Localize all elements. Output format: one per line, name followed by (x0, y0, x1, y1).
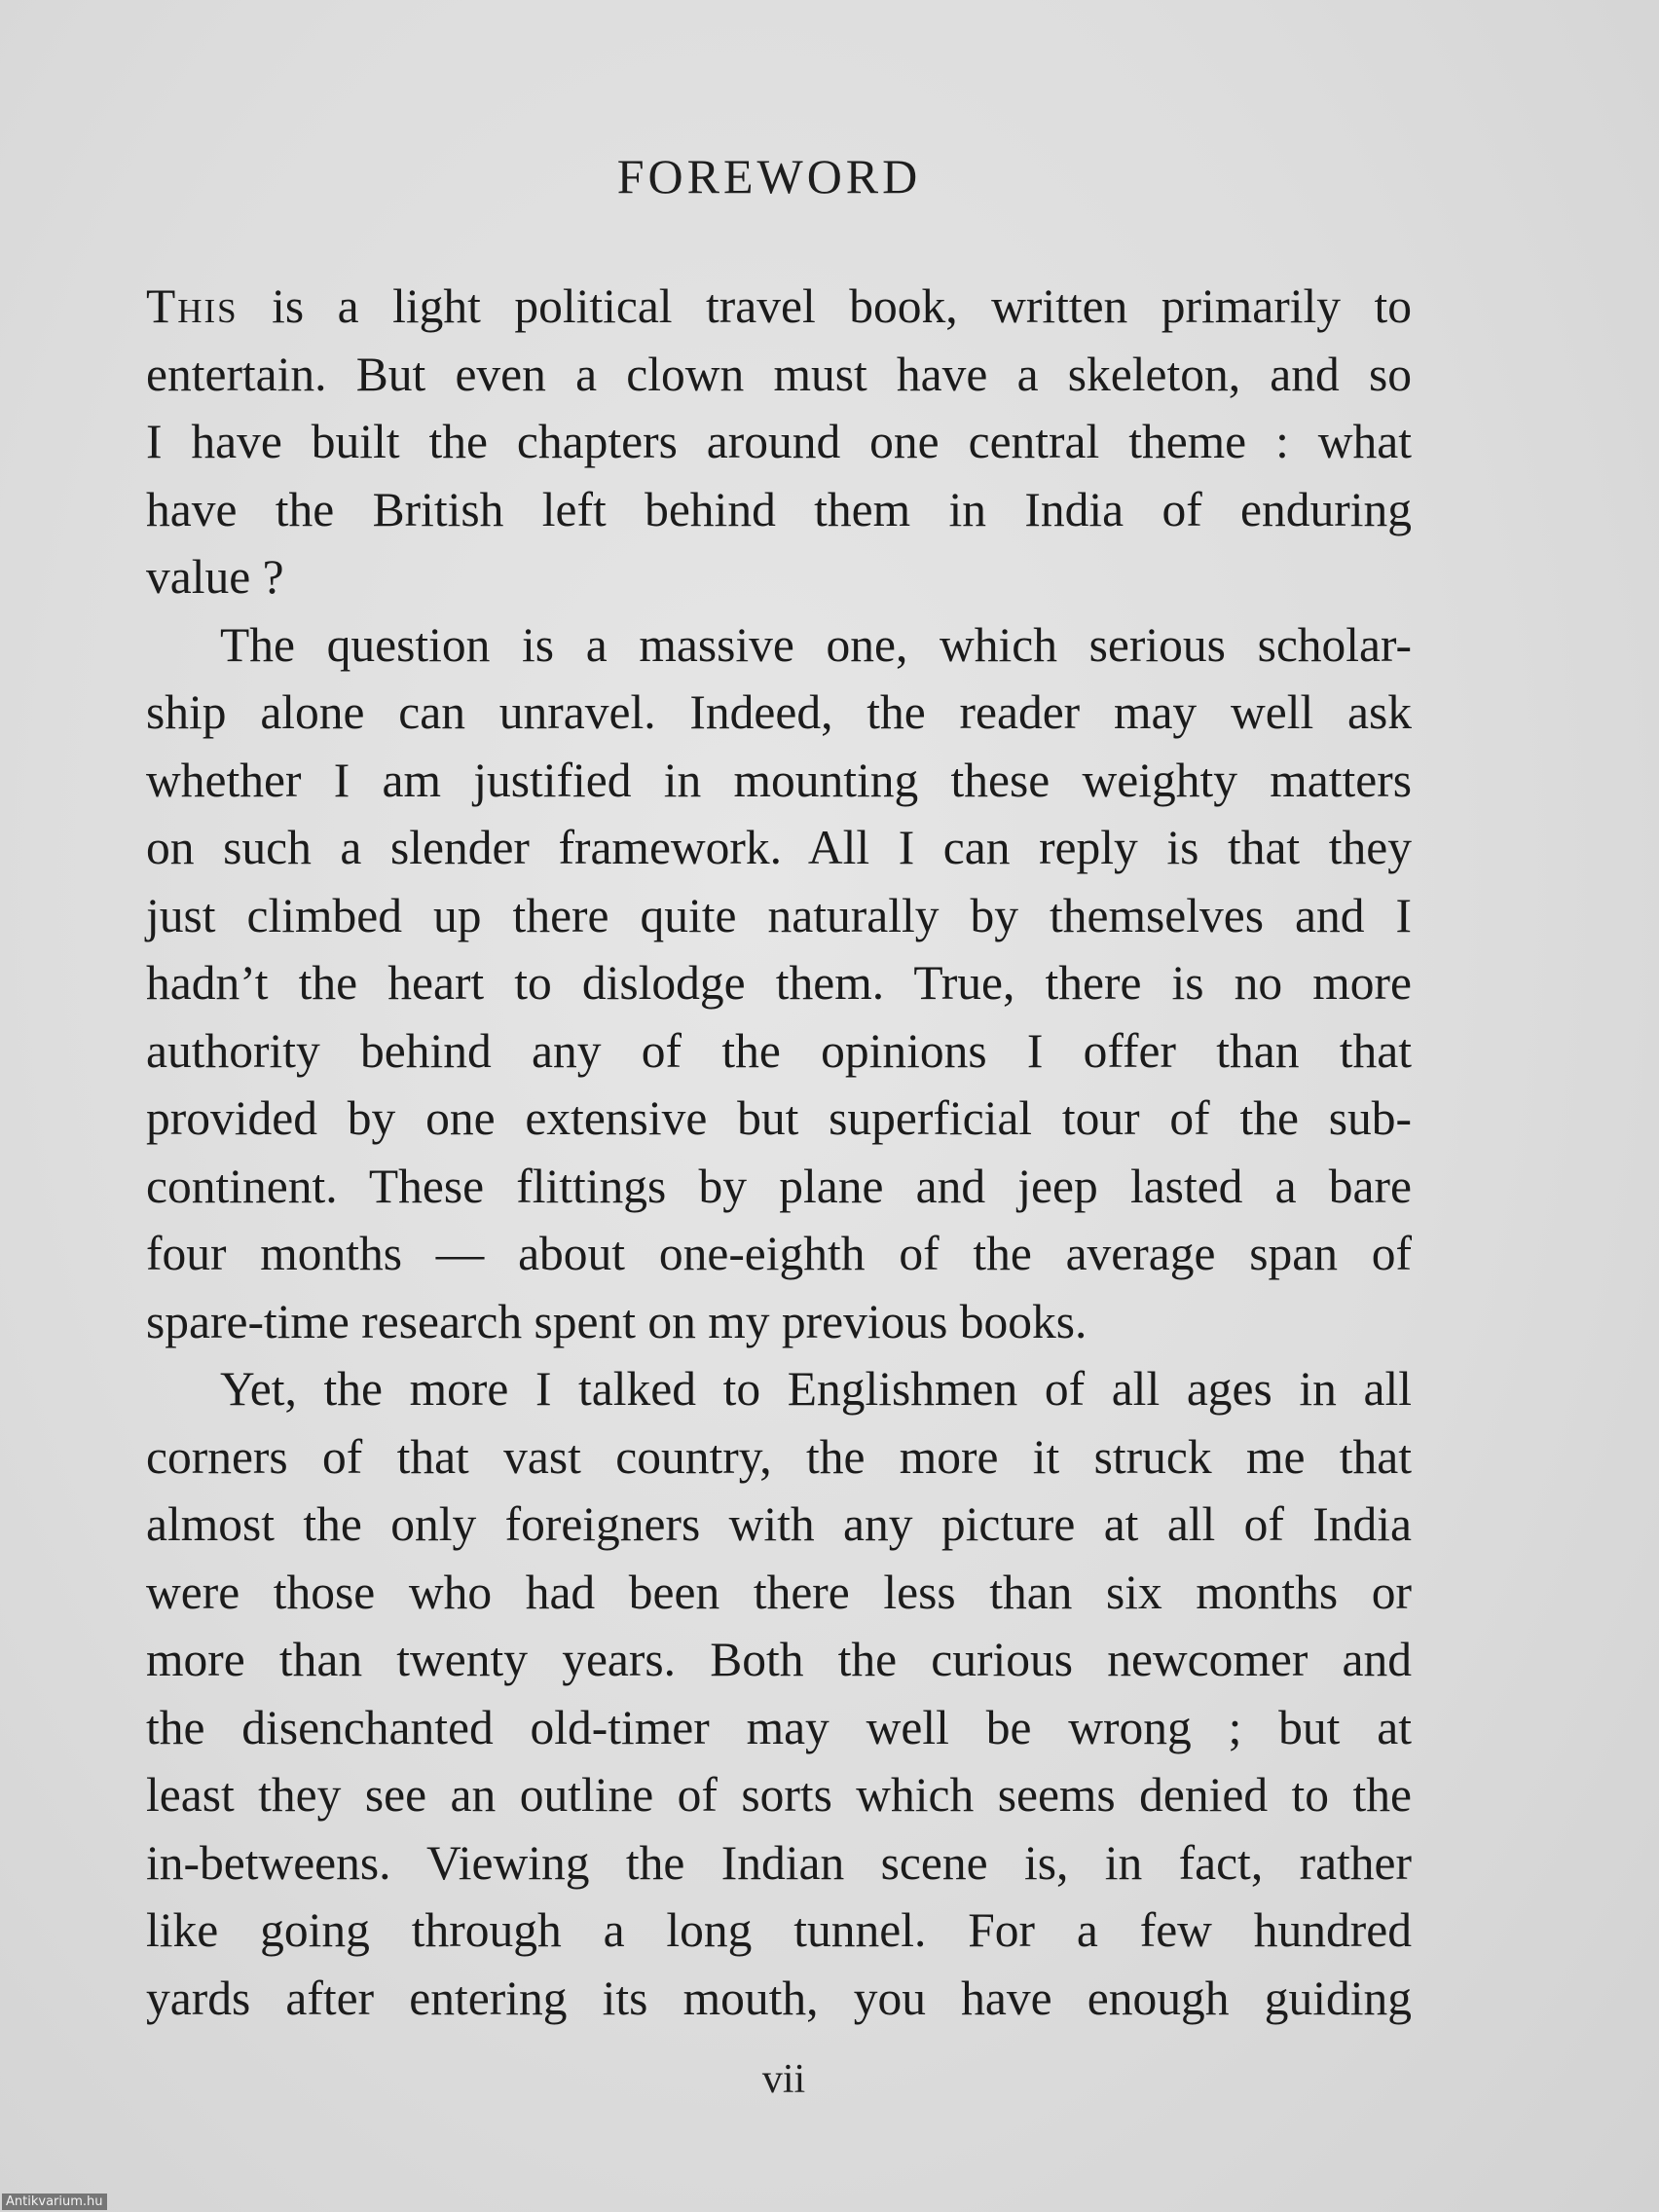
text-line: value ? (146, 550, 284, 604)
text-line: have the British left behind them in India of enduring (146, 482, 1412, 536)
text-line-content: is a light political travel book, written primarily to (238, 279, 1412, 333)
page-heading: FOREWORD (616, 149, 922, 203)
text-line: I have built the chapters around one central theme : what (146, 415, 1412, 468)
text-line: hadn’t the heart to dislodge them. True, there is no more (146, 956, 1412, 1010)
text-line: the disenchanted old-timer may well be wrong ; but at (146, 1700, 1412, 1754)
paragraph-3 (146, 1355, 1412, 2032)
text-line: yards after entering its mouth, you have enough guiding (146, 1971, 1412, 2025)
text-line: were those who had been there less than six months or (146, 1565, 1412, 1619)
paragraph-2 (146, 611, 1412, 1356)
text-line: least they see an outline of sorts which seems denied to the (146, 1768, 1412, 1822)
text-line: in-betweens. Viewing the Indian scene is, in fact, rather (146, 1835, 1412, 1890)
text-line: ship alone can unravel. Indeed, the reader may well ask (146, 685, 1412, 739)
text-line: corners of that vast country, the more it struck me that (146, 1429, 1412, 1484)
text-line: more than twenty years. Both the curious newcomer and (146, 1633, 1412, 1686)
text-line: Yet, the more I talked to Englishmen of all ages in all (220, 1362, 1412, 1416)
text-line: almost the only foreigners with any picture at all of India (146, 1497, 1412, 1551)
text-line: authority behind any of the opinions I offer than that (146, 1023, 1412, 1078)
text-line: The question is a massive one, which serious scholar- (220, 617, 1412, 672)
page-number: vii (761, 2057, 806, 2102)
text-line (146, 273, 1412, 341)
lead-word: This (146, 279, 239, 333)
text-line: spare-time research spent on my previous books. (146, 1294, 1088, 1348)
text-line: provided by one extensive but superficial tour of the sub- (146, 1091, 1412, 1145)
text-line: like going through a long tunnel. For a few hundred (146, 1903, 1412, 1957)
text-line: just climbed up there quite naturally by themselves and I (146, 888, 1412, 942)
text-line: four months — about one-eighth of the average span of (146, 1227, 1412, 1280)
text-line: continent. These flittings by plane and jeep lasted a bare (146, 1159, 1412, 1213)
text-line: whether I am justified in mounting these weighty matters (146, 753, 1412, 807)
watermark: Antikvarium.hu (2, 2194, 107, 2210)
paragraph-1 (146, 273, 1412, 611)
body-text (146, 273, 1412, 2032)
text-line: on such a slender framework. All I can reply is that they (146, 821, 1412, 874)
text-line: entertain. But even a clown must have a skeleton, and so (146, 347, 1412, 401)
